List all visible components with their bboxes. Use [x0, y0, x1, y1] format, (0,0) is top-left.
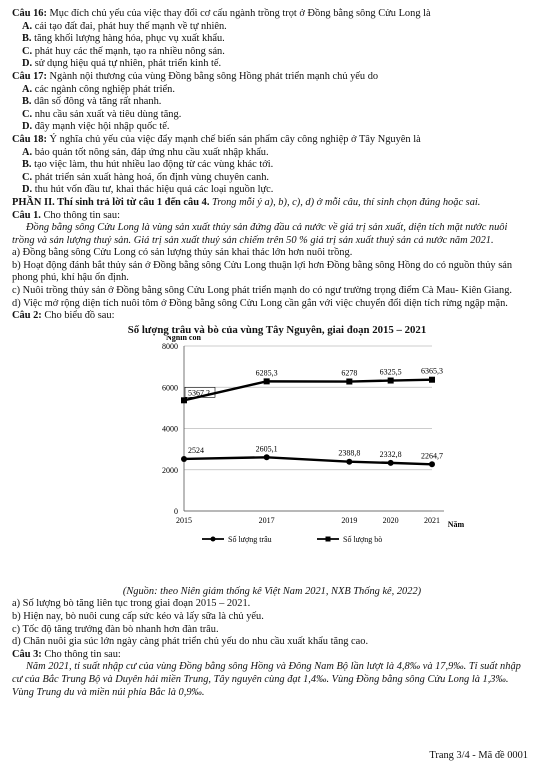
y-axis-label: Nghìn con — [166, 336, 201, 343]
question-18 — [12, 134, 532, 147]
question-number: Câu 17: — [12, 70, 47, 82]
data-label: 6285,3 — [255, 368, 278, 378]
statement-1c: c) Nuôi trồng thủy sản ở Đồng bằng sông Cửu Long phát triển mạnh do có ngư trường trọng điểm Cà Mau- Kiên Giang. — [12, 285, 513, 297]
option-letter: B. — [22, 159, 32, 171]
option-text: nhu cầu sản xuất và tiêu dùng tăng. — [32, 108, 182, 120]
item-2 — [12, 310, 532, 323]
option-18b — [12, 159, 532, 172]
legend-label: Số lượng bò — [343, 535, 383, 545]
item-lead: Cho thông tin sau: — [41, 648, 121, 660]
exam-page — [12, 8, 532, 699]
line-chart — [12, 324, 532, 586]
y-tick-label: 0 — [174, 507, 178, 517]
option-letter: A. — [22, 20, 33, 32]
data-point — [429, 462, 435, 468]
option-text: phát triển sản xuất hàng hoá, ổn định vùng chuyên canh. — [32, 171, 270, 183]
chart-svg — [12, 336, 532, 582]
page-footer: Trang 3/4 - Mã đề 0001 — [429, 750, 528, 762]
data-label: 2264,7 — [421, 451, 443, 461]
option-letter: B. — [22, 96, 32, 108]
option-17d — [12, 121, 532, 134]
option-letter: C. — [22, 108, 33, 120]
question-16 — [12, 8, 532, 21]
option-letter: D. — [22, 121, 33, 133]
data-label: 6365,3 — [421, 367, 443, 377]
data-point — [264, 379, 270, 385]
data-point — [388, 378, 394, 384]
option-18c — [12, 172, 532, 185]
legend-marker — [326, 537, 331, 542]
chart-source: (Nguồn: theo Niên giám thống kê Việt Nam 2021, NXB Thống kê, 2022) — [122, 585, 422, 597]
data-point — [346, 459, 352, 465]
option-letter: A. — [22, 83, 33, 95]
question-text: Mục đích chủ yếu của việc thay đổi cơ cấu ngành trồng trọt ở Đồng bằng sông Cửu Long là — [46, 8, 431, 19]
x-tick-label: 2019 — [341, 516, 358, 526]
data-point — [181, 456, 187, 462]
statement-2d: d) Chăn nuôi gia súc lớn ngày càng phát triển chủ yếu do nhu cầu xuất khẩu tăng cao. — [12, 636, 369, 648]
option-text: thu hút vốn đầu tư, khai thác hiệu quả các loại nguồn lực. — [32, 184, 274, 196]
item-number: Câu 3: — [12, 648, 42, 660]
y-tick-label: 2000 — [162, 466, 178, 476]
x-tick-label: 2017 — [258, 516, 275, 526]
statement-1b: b) Hoạt động đánh bắt thủy sản ở Đồng bằng sông Cửu Long thuận lợi hơn Đồng bằng sông Hồng do có nguồn thủy sản phong phú, khí hậu ổn định. — [12, 259, 513, 284]
option-16d — [12, 58, 532, 71]
item-3 — [12, 649, 532, 662]
x-tick-label: 2015 — [176, 516, 192, 526]
part-2-title: PHẦN II. Thí sinh trả lời từ câu 1 đến câu 4. — [12, 196, 210, 208]
option-18a — [12, 147, 532, 160]
question-text: Ngành nội thương của vùng Đồng bằng sông Hồng phát triển mạnh chủ yếu do — [46, 70, 379, 82]
info-text: Đồng bằng sông Cửu Long là vùng sản xuất thủy sản đứng đầu cả nước về giá trị sản xuất, diện tích mặt nước nuôi trồng và sản lượng thuỷ sản. Giá trị sản xuất thuỷ sản chiếm trên 50 % giá trị sản xuất thuỷ sản cả nước năm 2021. — [12, 222, 508, 246]
option-text: tạo việc làm, thu hút nhiều lao động từ các vùng khác tới. — [31, 159, 274, 171]
question-number: Câu 18: — [12, 133, 47, 145]
option-text: đây mạnh việc hội nhập quốc tế. — [32, 121, 170, 133]
option-16a — [12, 21, 532, 34]
option-text: cải tạo đất đai, phát huy thế mạnh về tự nhiên. — [32, 20, 227, 32]
option-text: tăng khối lượng hàng hóa, phục vụ xuất khẩu. — [31, 33, 225, 45]
option-letter: A. — [22, 146, 33, 158]
option-text: dân số đông và tăng rất nhanh. — [31, 96, 162, 108]
option-letter: D. — [22, 58, 33, 70]
question-number: Câu 16: — [12, 8, 47, 19]
option-letter: D. — [22, 184, 33, 196]
data-point — [388, 460, 394, 466]
data-point — [181, 398, 187, 404]
option-17c — [12, 109, 532, 122]
y-tick-label: 8000 — [162, 342, 178, 352]
x-tick-label: 2020 — [382, 516, 399, 526]
item-1 — [12, 210, 532, 223]
legend-label: Số lượng trâu — [228, 535, 272, 545]
chart-title: Số lượng trâu và bò của vùng Tây Nguyên, giai đoạn 2015 – 2021 — [127, 323, 427, 336]
data-point — [264, 455, 270, 461]
option-letter: C. — [22, 45, 33, 57]
statement-2b: b) Hiện nay, bò nuôi cung cấp sức kéo và lấy sữa là chủ yếu. — [12, 611, 264, 623]
option-17a — [12, 84, 532, 97]
statement-1a: a) Đồng bằng sông Cửu Long có sản lượng thủy sản khai thác lớn hơn nuôi trồng. — [12, 247, 353, 259]
legend-marker — [211, 537, 216, 542]
data-label: 6325,5 — [379, 367, 402, 377]
question-text: Ý nghĩa chủ yếu của việc đẩy mạnh chế biến sản phẩm cây công nghiệp ở Tây Nguyên là — [46, 133, 421, 145]
series-line — [184, 380, 432, 401]
question-17 — [12, 71, 532, 84]
item-number: Câu 1. — [12, 209, 41, 221]
option-text: các ngành công nghiệp phát triển. — [32, 83, 175, 95]
data-label: 6278 — [341, 368, 358, 378]
data-label: 2388,8 — [338, 449, 361, 459]
y-tick-label: 4000 — [162, 424, 178, 434]
option-letter: B. — [22, 33, 32, 45]
data-point — [429, 377, 435, 383]
option-17b — [12, 96, 532, 109]
statement-2a: a) Số lượng bò tăng liên tục trong giai đoạn 2015 – 2021. — [12, 598, 251, 610]
option-text: bảo quản tốt nông sản, đáp ứng nhu cầu xuất nhập khẩu. — [32, 146, 269, 158]
info-text-3: Năm 2021, tỉ suất nhập cư của vùng Đồng bằng sông Hồng và Đông Nam Bộ lần lượt là 4,8‰ và 17,9‰. Tỉ suất nhập cư của Bắc Trung Bộ và Duyên hải miền Trung, Tây nguyên cùng đạt 1,4‰. Vùng Đồng bằng sông Cửu Long là 1,3‰. Vùng Trung du và miền núi phía Bắc là 0,9‰. — [12, 661, 521, 698]
x-axis-label: Năm — [447, 520, 465, 530]
item-lead: Cho biểu đồ sau: — [41, 310, 115, 322]
option-text: sử dụng hiệu quả tự nhiên, phát triển kinh tế. — [32, 58, 222, 70]
part-2-instruction: Trong mỗi ý a), b), c), d) ở mỗi câu, thí sinh chọn đúng hoặc sai. — [209, 196, 481, 208]
item-number: Câu 2: — [12, 310, 42, 322]
statement-1d: d) Việc mở rộng diện tích nuôi tôm ở Đồng bằng sông Cửu Long cần gắn với việc chuyển đổi diện tích rừng ngập mặn. — [12, 297, 508, 309]
data-label: 5367,2 — [188, 388, 210, 398]
data-label: 2524 — [188, 446, 204, 456]
option-text: phát huy các thế mạnh, tạo ra nhiều nông sản. — [32, 45, 225, 57]
part-2-heading — [12, 197, 532, 210]
item-lead: Cho thông tin sau: — [40, 209, 120, 221]
data-point — [346, 379, 352, 385]
data-label: 2605,1 — [255, 444, 278, 454]
y-tick-label: 6000 — [162, 383, 178, 393]
option-letter: C. — [22, 171, 33, 183]
data-label: 2332,8 — [379, 450, 402, 460]
x-tick-label: 2021 — [424, 516, 440, 526]
statement-2c: c) Tốc độ tăng trưởng đàn bò nhanh hơn đàn trâu. — [12, 623, 219, 635]
option-18d — [12, 184, 532, 197]
option-16c — [12, 46, 532, 59]
option-16b — [12, 33, 532, 46]
